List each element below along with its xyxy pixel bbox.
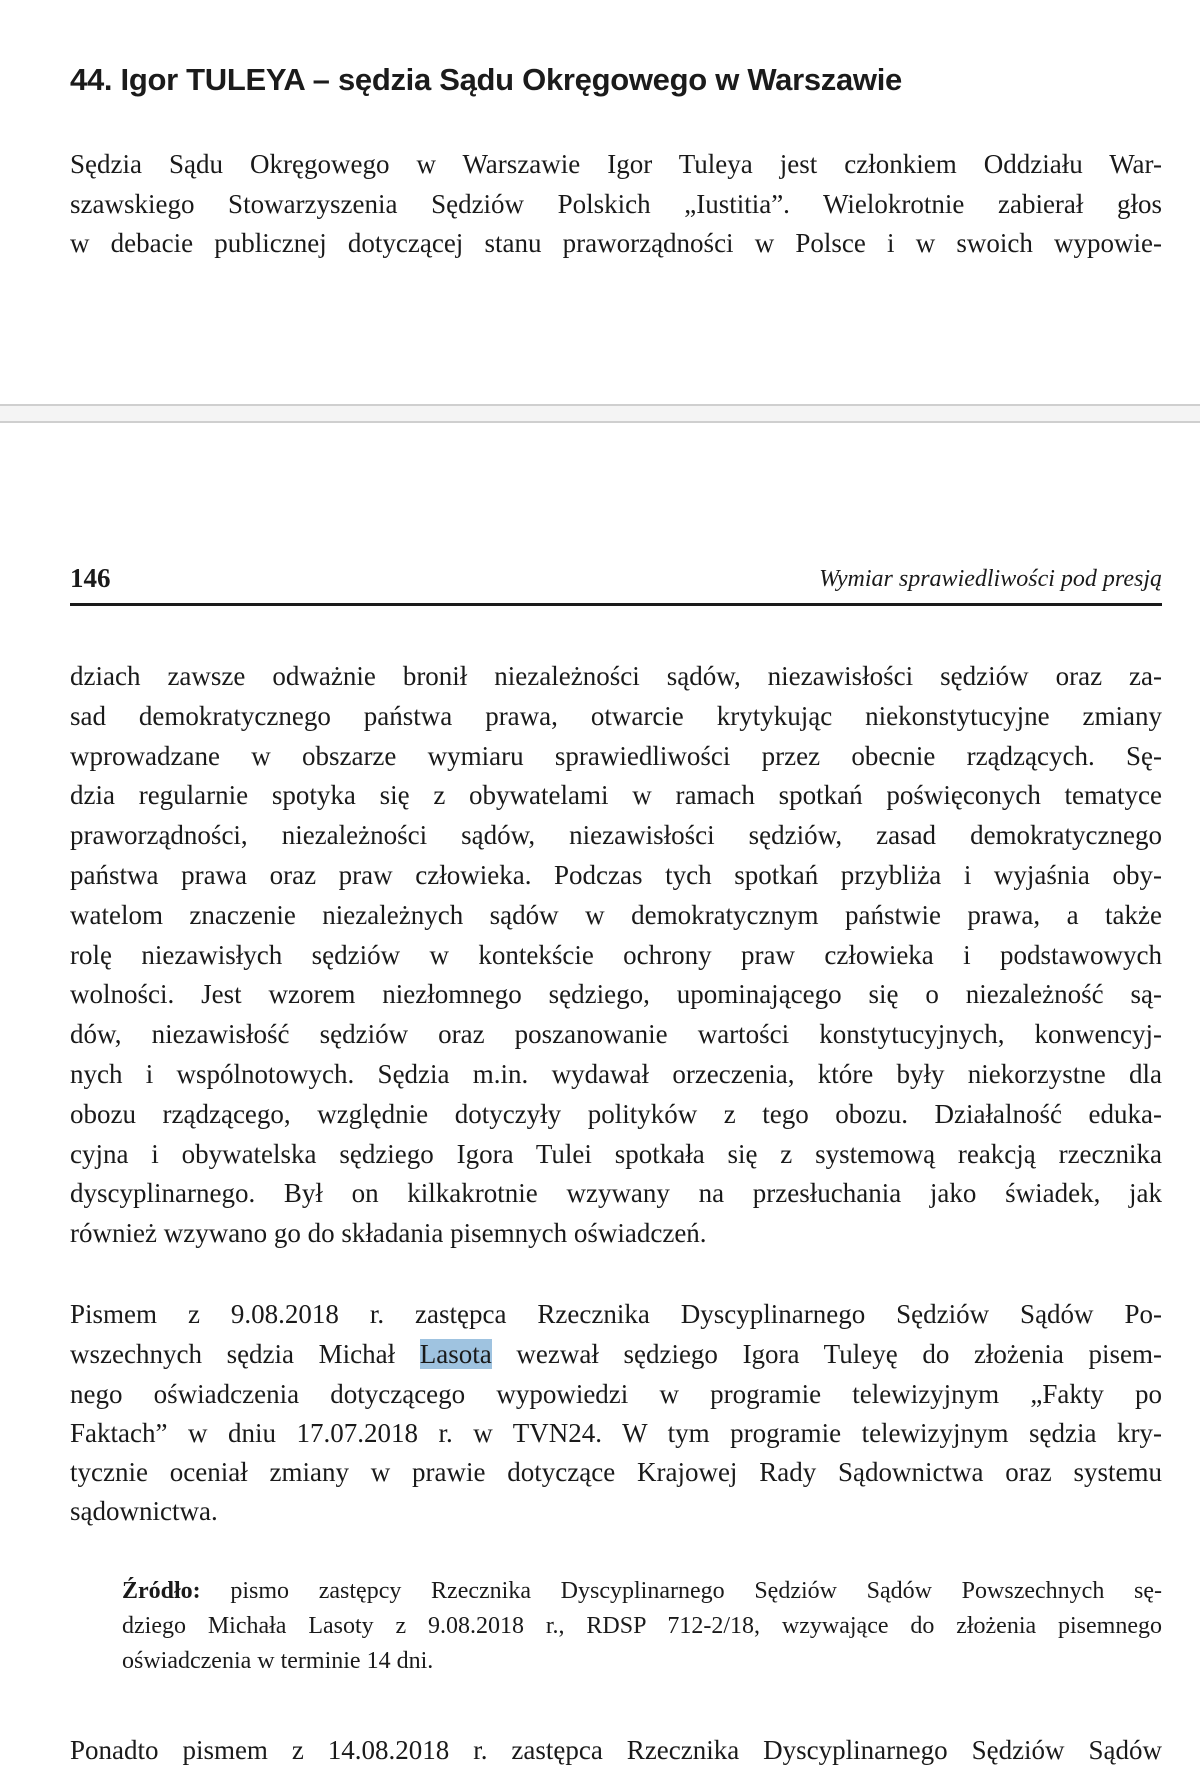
text-line: praworządności, niezależności sądów, niezawisłości sędziów, zasad demokratycznego — [70, 820, 1162, 851]
text-line: sad demokratycznego państwa prawa, otwarcie krytykując niekonstytucyjne zmiany — [70, 700, 1162, 731]
text-line: wprowadzane w obszarze wymiaru sprawiedliwości przez obecnie rządzących. Sę- — [70, 740, 1162, 771]
text-line: Sędzia Sądu Okręgowego w Warszawie Igor Tuleya jest członkiem Oddziału War- — [70, 149, 1162, 179]
text-line: nego oświadczenia dotyczącego wypowiedzi w programie telewizyjnym „Fakty po — [70, 1379, 1162, 1409]
text-line — [122, 1574, 1162, 1609]
text-line — [70, 1334, 1162, 1374]
text-line: dyscyplinarnego. Był on kilkakrotnie wzywany na przesłuchania jako świadek, jak — [70, 1178, 1162, 1209]
text-line: dów, niezawisłość sędziów oraz poszanowanie wartości konstytucyjnych, konwencyj- — [70, 1019, 1162, 1050]
text-line: Pismem z 9.08.2018 r. zastępca Rzecznika Dyscyplinarnego Sędziów Sądów Po- — [70, 1299, 1162, 1329]
page-separator — [0, 404, 1200, 423]
text-line: szawskiego Stowarzyszenia Sędziów Polskich „Iustitia”. Wielokrotnie zabierał głos — [70, 189, 1162, 219]
text-line: watelom znaczenie niezależnych sądów w demokratycznym państwie prawa, a także — [70, 899, 1162, 930]
text-line: Faktach” w dniu 17.07.2018 r. w TVN24. W tym programie telewizyjnym sędzia kry- — [70, 1418, 1162, 1448]
text-line: sądownictwa. — [70, 1496, 218, 1526]
running-header-title: Wymiar sprawiedliwości pod presją — [819, 566, 1162, 592]
selected-text[interactable]: Lasota — [419, 1339, 492, 1369]
text-line: cyjna i obywatelska sędziego Igora Tulei spotkała się z systemową reakcją rzecznika — [70, 1138, 1162, 1169]
text-span: wezwał sędziego Igora Tuleyę do złożenia pisem- — [491, 1339, 1162, 1369]
text-line: również wzywano go do składania pisemnych oświadczeń. — [70, 1218, 707, 1249]
paragraph-3-line: Ponadto pismem z 14.08.2018 r. zastępca Rzecznika Dyscyplinarnego Sędziów Sądów — [70, 1735, 1162, 1765]
text-span: wszechnych sędzia Michał — [70, 1339, 420, 1369]
text-line: oświadczenia w terminie 14 dni. — [122, 1648, 434, 1674]
text-line: wolności. Jest wzorem niezłomnego sędziego, upominającego się o niezależność są- — [70, 979, 1162, 1010]
text-line: dziego Michała Lasoty z 9.08.2018 r., RDSP 712-2/18, wzywające do złożenia pisemnego — [122, 1613, 1162, 1639]
text-line: państwa prawa oraz praw człowieka. Podczas tych spotkań przybliża i wyjaśnia oby- — [70, 860, 1162, 890]
page-number: 146 — [70, 563, 111, 593]
text-span: pismo zastępcy Rzecznika Dyscyplinarnego Sędziów Sądów Powszechnych sę- — [200, 1578, 1162, 1604]
header-rule — [70, 603, 1162, 606]
text-line: obozu rządzącego, względnie dotyczyły polityków z tego obozu. Działalność eduka- — [70, 1098, 1162, 1129]
text-line: rolę niezawisłych sędziów w kontekście ochrony praw człowieka i podstawowych — [70, 939, 1162, 970]
text-line: nych i wspólnotowych. Sędzia m.in. wydawał orzeczenia, które były niekorzystne dla — [70, 1059, 1162, 1089]
text-line: dzia regularnie spotyka się z obywatelami w ramach spotkań poświęconych tematyce — [70, 780, 1162, 811]
text-line: dziach zawsze odważnie bronił niezależności sądów, niezawisłości sędziów oraz za- — [70, 661, 1162, 691]
text-line: tycznie oceniał zmiany w prawie dotyczące Krajowej Rady Sądownictwa oraz systemu — [70, 1457, 1162, 1487]
source-label: Źródło: — [122, 1578, 201, 1604]
text-line: w debacie publicznej dotyczącej stanu praworządności w Polsce i w swoich wypowie- — [70, 228, 1162, 258]
section-title: 44. Igor TULEYA – sędzia Sądu Okręgowego w Warszawie — [70, 62, 902, 97]
